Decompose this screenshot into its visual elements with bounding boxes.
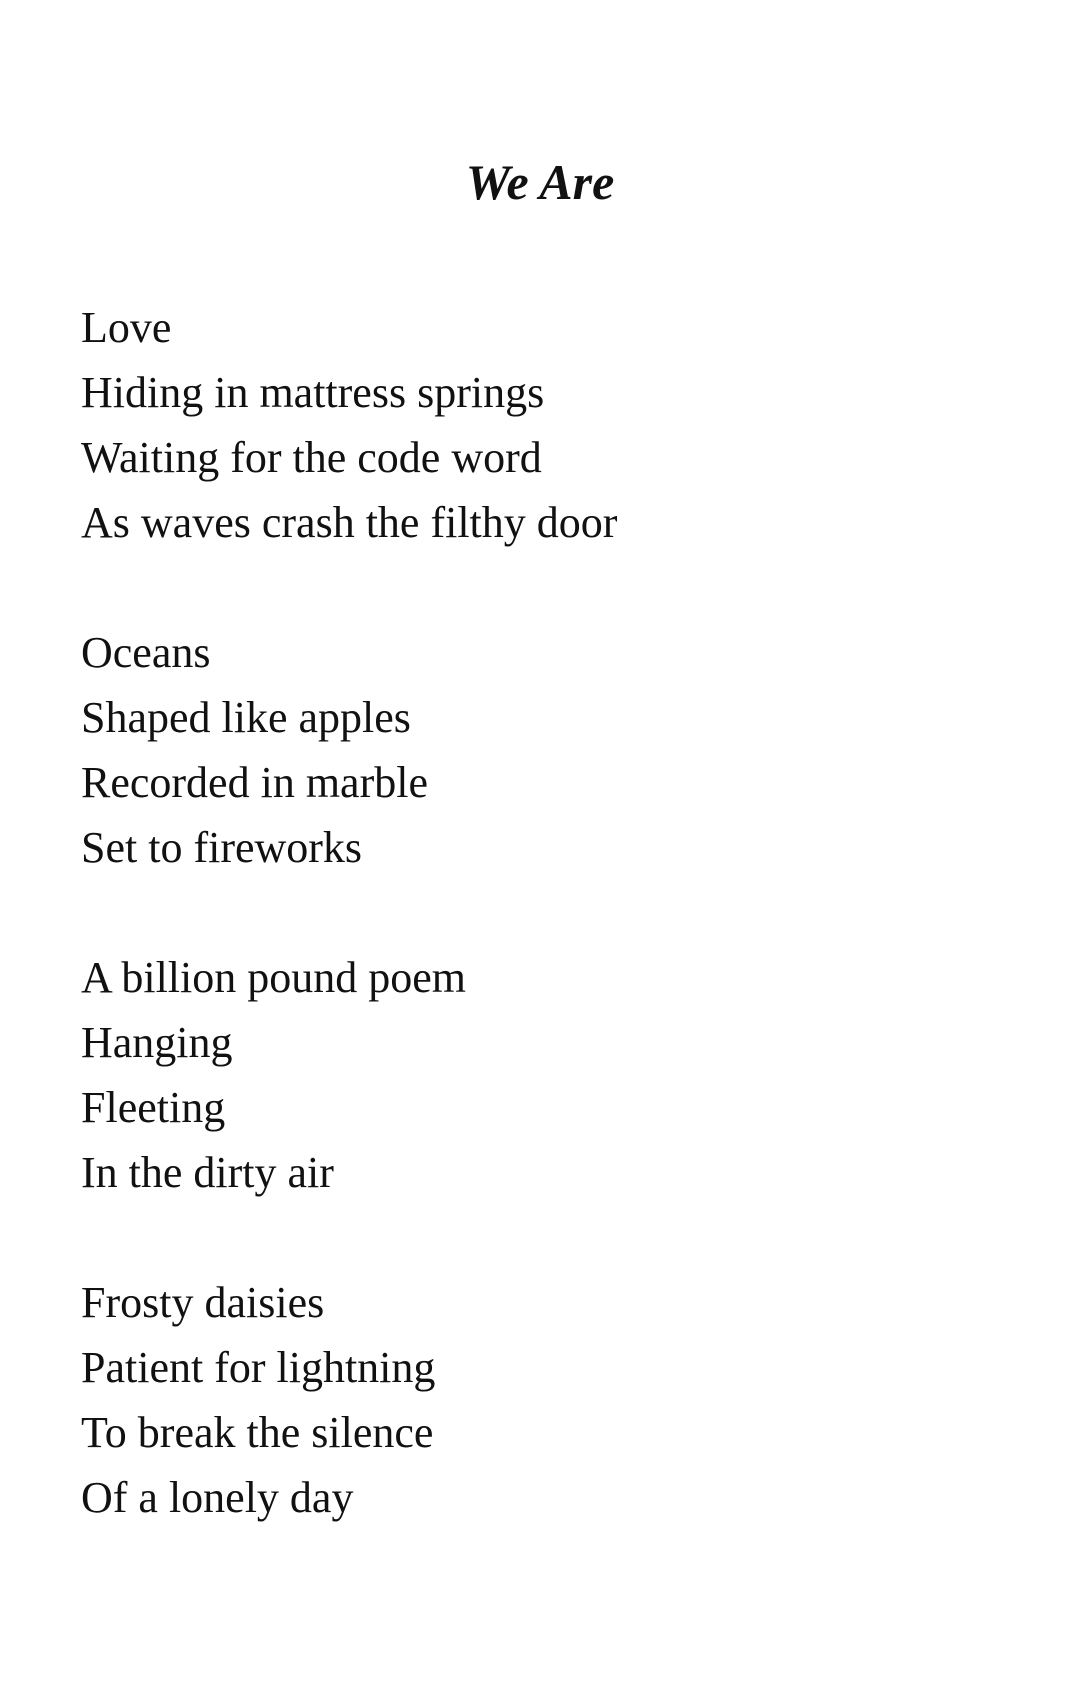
poem-title: We Are: [465, 154, 615, 210]
poem-body: [81, 295, 1041, 1595]
poem-line: To break the silence: [81, 1408, 434, 1457]
poem-line: In the dirty air: [81, 1148, 334, 1197]
poem-line: Set to fireworks: [81, 823, 363, 872]
stanza-2: [81, 620, 1041, 880]
stanza-3: [81, 945, 1041, 1205]
poem-line: As waves crash the filthy door: [81, 498, 618, 547]
poem-line: Patient for lightning: [81, 1343, 436, 1392]
stanza-4: [81, 1270, 1041, 1530]
poem-line: Waiting for the code word: [81, 433, 542, 482]
stanza-1: [81, 295, 1041, 555]
poem-line: Recorded in marble: [81, 758, 428, 807]
poem-line: Of a lonely day: [81, 1473, 354, 1522]
poem-line: Fleeting: [81, 1083, 226, 1132]
poem-line: Shaped like apples: [81, 693, 411, 742]
poem-line: Hiding in mattress springs: [81, 368, 545, 417]
poem-line: A billion pound poem: [81, 953, 466, 1002]
poem-line: Love: [81, 303, 172, 352]
poem-line: Oceans: [81, 628, 211, 677]
poem-line: Frosty daisies: [81, 1278, 325, 1327]
poem-line: Hanging: [81, 1018, 233, 1067]
